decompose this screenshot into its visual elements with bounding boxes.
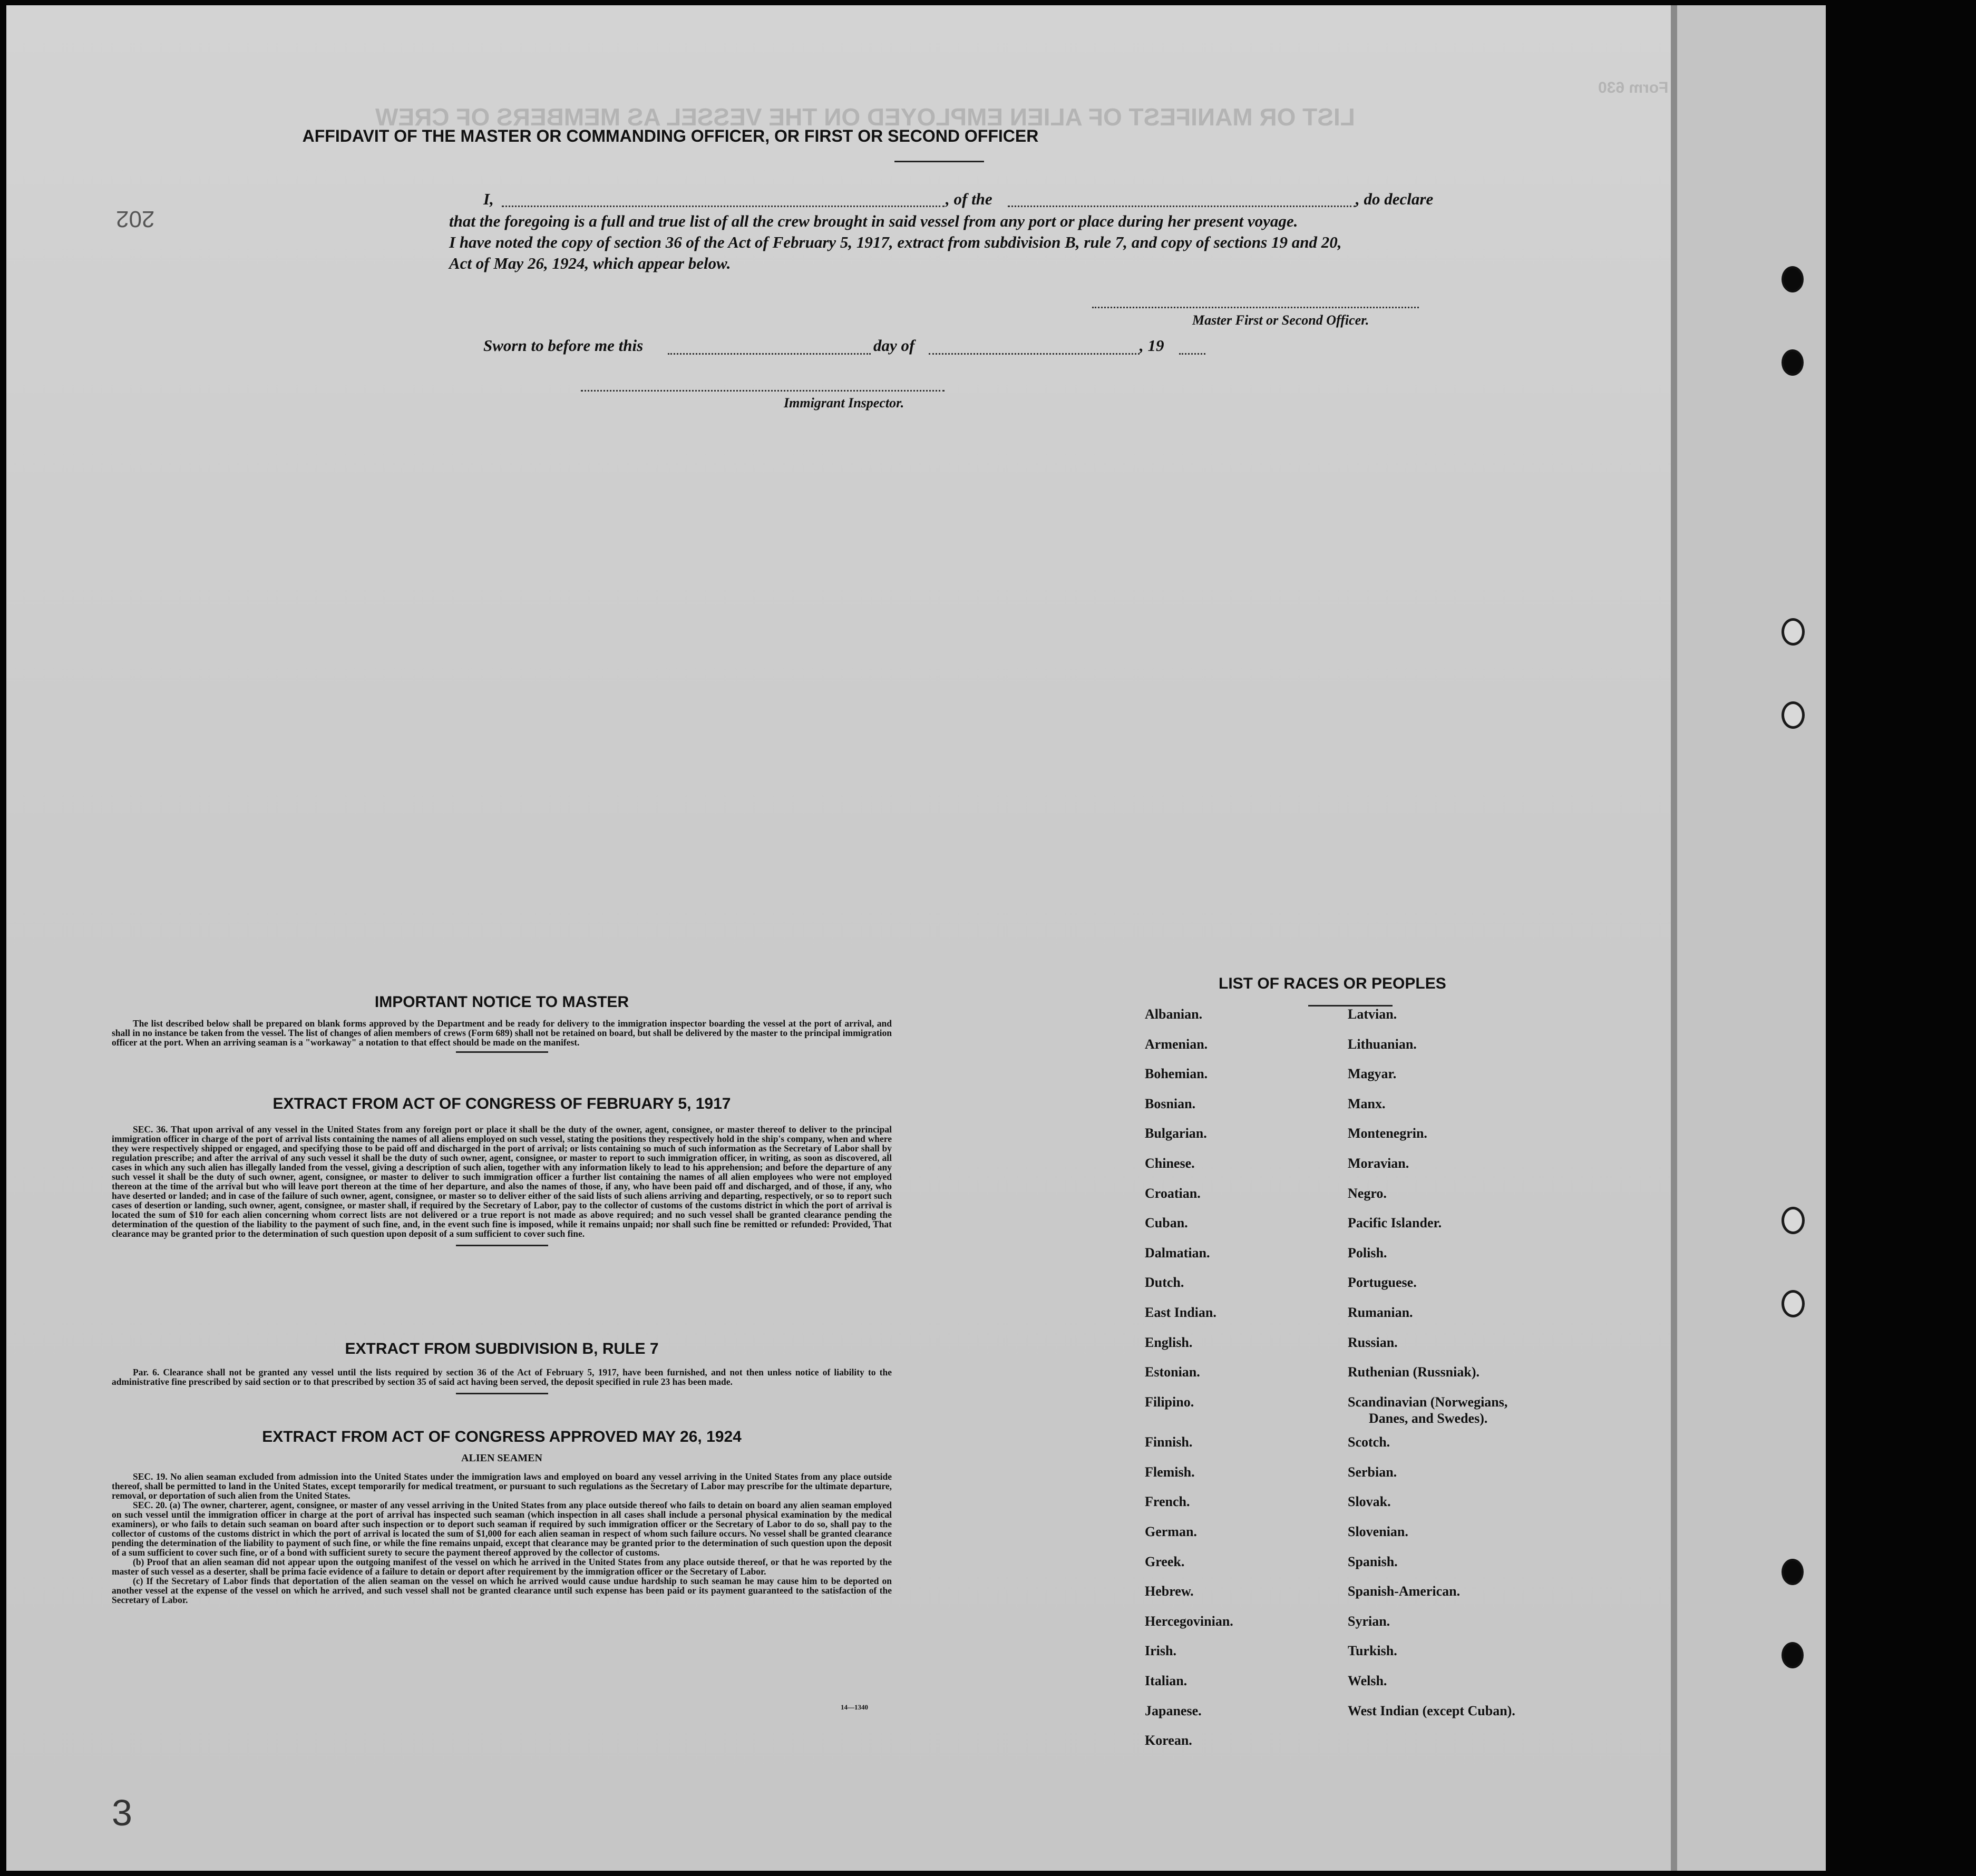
race-item: Finnish. [1145,1434,1193,1450]
bleed-through-text: LIST OR MANIFEST OF ALIEN EMPLOYED ON THE VESSEL AS MEMBERS OF CREW [375,103,1355,131]
sworn-year-blank[interactable] [1179,353,1205,355]
race-item: Armenian. [1145,1036,1208,1052]
race-item: Negro. [1348,1185,1387,1201]
sec-20c-body: (c) If the Secretary of Labor finds that deportation of the alien seaman on the vessel on which he arrived would cause undue hardship to such seaman he may cause him to be deported on another vessel at the expense of the vessel on which he arrived, and such vessel shall not be granted clearance until such expense has been paid or its payment guaranteed to the satisfaction of the Secretary of Labor. [112,1576,892,1605]
important-notice [112,993,892,1053]
race-item: Korean. [1145,1733,1192,1748]
race-item: Polish. [1348,1245,1387,1261]
race-item: French. [1145,1494,1190,1510]
race-item: Slovak. [1348,1494,1391,1510]
name-blank[interactable] [502,206,945,207]
extract-1924 [112,1428,892,1605]
notice-title: IMPORTANT NOTICE TO MASTER [374,993,629,1011]
title-divider [894,161,984,162]
race-item: Bosnian. [1145,1096,1196,1111]
sworn-label: Sworn to before me this [483,336,644,355]
binder-hole [1782,1642,1804,1668]
race-item: Greek. [1145,1553,1185,1569]
inspector-signature-line[interactable] [581,390,945,392]
race-item: Manx. [1348,1096,1386,1111]
notice-body: The list described below shall be prepared on blank forms approved by the Department and be ready for delivery to the immigration inspector boarding the vessel at the port of arrival, and shall in no instance be taken from the vessel. The list of changes of alien members of crews (Form 689) shall not be retained on board, but shall be delivered by the master to the principal immigration officer at the port. When an arriving seaman is a "workaway" a notation to that effect should be made on the manifest. [112,1018,892,1048]
race-item: Italian. [1145,1673,1187,1688]
rule-7-divider [456,1393,548,1394]
binder-hole [1782,1559,1804,1585]
race-item: West Indian (except Cuban). [1348,1703,1515,1718]
race-item: Albanian. [1145,1007,1203,1022]
race-item: Latvian. [1348,1007,1397,1022]
race-item: Syrian. [1348,1613,1390,1629]
sworn-month-blank[interactable] [929,353,1140,355]
binder-hole [1782,266,1804,292]
affidavit-of-the: , of the [946,190,992,208]
race-item: Bulgarian. [1145,1126,1207,1141]
race-item: Dalmatian. [1145,1245,1210,1261]
rule-7-body: Par. 6. Clearance shall not be granted any vessel until the lists required by section 36 of the Act of February 5, 1917, have been furnished, and not then unless notice of liability to the administrative fine prescribed by said section or to that prescribed by section 35 of said act having been served, the deposit specified in rule 23 has been made. [112,1367,892,1387]
sworn-day-blank[interactable] [668,353,871,355]
race-item: German. [1145,1524,1197,1539]
race-item: Japanese. [1145,1703,1202,1718]
master-signature-label: Master First or Second Officer. [1192,312,1369,328]
race-item: English. [1145,1334,1193,1350]
master-signature-line[interactable] [1092,307,1419,308]
sworn-text [483,336,643,355]
race-item: Rumanian. [1348,1305,1413,1320]
race-item: Cuban. [1145,1215,1188,1231]
sec-19-body: SEC. 19. No alien seaman excluded from admission into the United States under the immigration laws and employed on board any vessel arriving in the United States from any place outside thereof, shall be permitted to land in the United States, except temporarily for medical treatment, or pursuant to such regulations as the Secretary of Labor may prescribe for the ultimate departure, removal, or deportation of such alien from the United States. [112,1471,892,1501]
race-item: Russian. [1348,1334,1398,1350]
race-item: East Indian. [1145,1305,1216,1320]
race-item: Chinese. [1145,1156,1195,1171]
page-edge [1671,5,1677,1871]
race-item: Hebrew. [1145,1584,1194,1599]
affidavit-line-2: that the foregoing is a full and true list of all the crew brought in said vessel from any port or place during her present voyage. [449,212,1298,230]
extract-rule-7 [112,1340,892,1394]
race-item: Scotch. [1348,1434,1390,1450]
page-margin [1677,5,1826,1871]
race-item: Magyar. [1348,1066,1397,1082]
race-item: Spanish-American. [1348,1584,1461,1599]
race-item: Spanish. [1348,1553,1398,1569]
race-item: Flemish. [1145,1464,1195,1480]
race-item: Montenegrin. [1348,1126,1427,1141]
race-item: Danes, and Swedes). [1369,1410,1488,1426]
extract-1924-title: EXTRACT FROM ACT OF CONGRESS APPROVED MAY 26, 1924 [262,1428,742,1445]
vessel-blank[interactable] [1008,206,1356,207]
rule-7-title: EXTRACT FROM SUBDIVISION B, RULE 7 [345,1340,659,1357]
race-item: Turkish. [1348,1643,1397,1659]
race-item: Slovenian. [1348,1524,1408,1539]
form-number: 14—1340 [841,1703,868,1711]
affidavit-i: I, [483,190,494,208]
race-item: Pacific Islander. [1348,1215,1442,1231]
race-item: Lithuanian. [1348,1036,1417,1052]
extract-1917-divider [456,1245,548,1246]
race-item: Ruthenian (Russniak). [1348,1364,1479,1380]
extract-1917-body: SEC. 36. That upon arrival of any vessel in the United States from any foreign port or place it shall be the duty of the owner, agent, consignee, or master thereof to deliver to the principal immigration officer in charge of the port of arrival lists containing the names of all aliens employed on such vessel, stating the positions they respectively hold in the ship's company, when and where they were respectively shipped or engaged, and specifying those to be paid off and discharged in the port of arrival; or lists containing so much of such information as the Secretary of Labor shall by regulation prescribe; and after the arrival of any such vessel it shall be the duty of such owner, agent, consignee, or master to report to such immigration officer, in writing, as soon as discovered, all cases in which any such alien has illegally landed from the vessel, giving a description of such alien, together with any information likely to lead to his apprehension; and before the departure of any such vessel it shall be the duty of such owner, agent, consignee, or master to deliver to such immigration officer a further list containing the names of all alien employees who were not employed thereon at the time of the arrival but who will leave port thereon at the time of her departure, and also the names of those, if any, who have been paid off and discharged, and of those, if any, who have deserted or landed; and in case of the failure of such owner, agent, consignee, or master so to deliver either of the said lists of such aliens arriving and departing, respectively, or so to report such cases of desertion or landing, such owner, agent, consignee, or master shall, if required by the Secretary of Labor, pay to the collector of customs of the customs district in which the port of arrival is located the sum of $10 for each alien concerning whom correct lists are not delivered or a true report is not made as above required; and no such vessel shall be granted clearance pending the determination of the question of the liability to the payment of such fine, and, in the event such fine is imposed, while it remains unpaid; nor shall such fine be remitted or refunded: Provided, That clearance may be granted prior to the determination of such question upon deposit of a sum sufficient to cover such fine. [112,1124,892,1239]
binder-hole [1782,349,1804,376]
race-item: Serbian. [1348,1464,1397,1480]
binder-hole [1782,701,1805,729]
corner-mark: 3 [112,1792,132,1833]
notice-divider [456,1051,548,1053]
binder-hole [1782,1207,1805,1234]
race-item: Bohemian. [1145,1066,1208,1082]
race-item: Filipino. [1145,1394,1194,1410]
binder-hole [1782,618,1805,646]
affidavit-do-declare: , do declare [1356,190,1434,208]
year-label: , 19 [1140,336,1164,355]
races-title: LIST OF RACES OR PEOPLES [1219,975,1446,992]
race-item: Hercegovinian. [1145,1613,1233,1629]
affidavit-line-3: I have noted the copy of section 36 of the Act of February 5, 1917, extract from subdivision B, rule 7, and copy of sections 19 and 20, [449,233,1342,251]
race-item: Dutch. [1145,1275,1184,1291]
alien-seamen-subtitle: ALIEN SEAMEN [461,1452,542,1464]
race-item: Portuguese. [1348,1275,1417,1291]
race-item: Estonian. [1145,1364,1200,1380]
race-item: Moravian. [1348,1156,1409,1171]
race-item: Irish. [1145,1643,1176,1659]
document-sheet [6,5,1826,1871]
extract-1917 [112,1095,892,1246]
day-of-label: day of [873,336,915,355]
inspector-signature-label: Immigrant Inspector. [784,395,904,411]
race-item: Croatian. [1145,1185,1201,1201]
affidavit-line-4: Act of May 26, 1924, which appear below. [449,254,731,272]
binder-hole [1782,1290,1805,1317]
race-item: Scandinavian (Norwegians, [1348,1394,1508,1410]
sec-20a-body: SEC. 20. (a) The owner, charterer, agent, consignee, or master of any vessel arriving in the United States from any place outside thereof who fails to detain on board any alien seaman employed on such vessel until the immigration officer in charge at the port of arrival has inspected such seaman (which inspection in all cases shall include a personal physical examination by the medical examiners), or who fails to detain such seaman on board after such inspection or to deport such seaman if required by such immigration officer or the Secretary of Labor to do so, shall pay to the collector of customs of the customs district in which the port of arrival is located the sum of $1,000 for each alien seaman in respect of whom such failure occurs. No vessel shall be granted clearance pending the determination of the liability to payment of such fine, or while the fine remains unpaid, except that clearance may be granted prior to the determination of such question upon the deposit of a sum sufficient to cover such fine, or of a bond with sufficient surety to secure the payment thereof approved by the collector of customs. [112,1500,892,1558]
page-number: 202 [116,206,155,232]
sec-20b-body: (b) Proof that an alien seaman did not appear upon the outgoing manifest of the vessel on which he arrived in the United States from any place outside thereof, or that he was reported by the master of such vessel as a deserter, shall be prima facie evidence of a failure to detain or deport after requirement by the immigration officer or the Secretary of Labor. [112,1557,892,1577]
affidavit-body [449,211,1451,274]
race-item: Welsh. [1348,1673,1387,1688]
affidavit-title: AFFIDAVIT OF THE MASTER OR COMMANDING OFFICER, OR FIRST OR SECOND OFFICER [302,126,1039,145]
extract-1917-title: EXTRACT FROM ACT OF CONGRESS OF FEBRUARY 5, 1917 [272,1095,731,1112]
bleed-through-corner: Form 630 [1598,79,1669,96]
